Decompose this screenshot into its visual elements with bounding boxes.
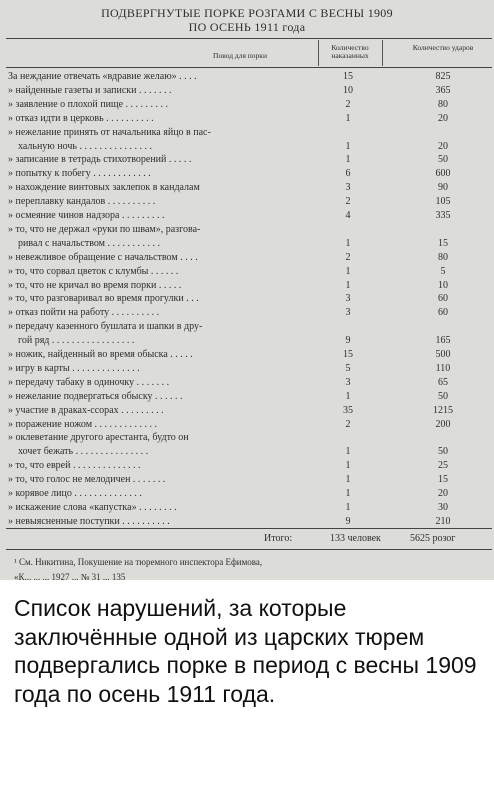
table-row	[0, 348, 494, 361]
post-caption: Список нарушений, за которые заключённые одной из царских тюрем подвергались порке в период с весны 1909 года по осень 1911 года.	[14, 595, 477, 707]
table-row	[0, 84, 494, 97]
table-row	[0, 153, 494, 166]
violation-text: » корявое лицо . . . . . . . . . . . . . .	[8, 488, 142, 499]
punished-count: 5	[345, 362, 351, 374]
violation-text: » то, что не кричал во время порки . . . . .	[8, 279, 182, 291]
table-row	[0, 98, 494, 111]
punished-count: 2	[345, 251, 351, 263]
footnote-continuation: «К... ... ... 1927 ... № 31 ... 135	[14, 572, 126, 580]
table-row	[0, 404, 494, 417]
strokes-count: 825	[435, 71, 451, 82]
punished-count: 1	[345, 140, 351, 152]
violation-text: » заявление о плохой пище . . . . . . . . .	[8, 98, 169, 110]
strokes-count: 65	[438, 376, 448, 388]
table-row	[0, 515, 494, 528]
violation-text: » невыясненные поступки . . . . . . . . . .	[8, 515, 170, 527]
strokes-count: 50	[438, 154, 448, 166]
column-divider	[382, 40, 383, 66]
table-top-rule	[6, 38, 492, 39]
table-row	[0, 140, 494, 153]
table-row	[0, 112, 494, 125]
violation-text: » оклеветание другого арестанта, будто он	[8, 432, 189, 444]
punished-count: 2	[345, 196, 351, 208]
strokes-count: 210	[435, 515, 451, 527]
punished-count: 15	[343, 349, 353, 360]
punished-count: 3	[345, 307, 351, 319]
strokes-count: 20	[438, 488, 448, 499]
punished-count: 1	[345, 112, 351, 124]
punished-count: 9	[345, 335, 351, 347]
violation-text: » игру в карты . . . . . . . . . . . . . .	[8, 362, 140, 374]
violation-text: » передачу табаку в одиночку . . . . . . .	[8, 376, 170, 388]
violation-text: » нахождение винтовых заклепок в кандалам	[8, 182, 200, 194]
strokes-count: 25	[438, 460, 448, 472]
punished-count: 1	[345, 446, 351, 458]
violation-text: » поражение ножом . . . . . . . . . . . . .	[8, 418, 158, 430]
strokes-count: 365	[435, 84, 451, 96]
strokes-count: 500	[435, 349, 451, 360]
strokes-count: 50	[438, 446, 448, 458]
punished-count: 4	[345, 210, 351, 221]
violation-text: » отказ идти в церковь . . . . . . . . . .	[8, 112, 154, 124]
punished-count: 3	[345, 376, 351, 388]
table-row	[0, 445, 494, 458]
strokes-count: 105	[435, 196, 451, 208]
strokes-count: 80	[438, 98, 448, 110]
strokes-count: 30	[438, 501, 448, 513]
punished-count: 35	[343, 404, 353, 416]
violation-text: » искажение слова «капустка» . . . . . . . .	[8, 501, 177, 513]
punished-count: 3	[345, 182, 351, 194]
punished-count: 9	[345, 515, 351, 527]
punished-count: 1	[345, 237, 351, 249]
violation-text: » участие в драках-ссорах . . . . . . . . .	[8, 404, 164, 416]
column-divider	[318, 40, 319, 66]
column-header-reason: Повод для порки	[213, 51, 267, 60]
table-row	[0, 418, 494, 431]
strokes-count: 5	[440, 265, 446, 277]
violation-text: » то, что еврей . . . . . . . . . . . . . .	[8, 460, 141, 472]
table-row	[0, 223, 494, 236]
document-subtitle: ПО ОСЕНЬ 1911 года	[188, 20, 306, 34]
total-rule	[6, 528, 492, 529]
column-header-count: Количество наказанных	[331, 43, 369, 60]
strokes-count: 165	[435, 335, 451, 347]
table-row	[0, 70, 494, 83]
punished-count: 1	[345, 460, 351, 472]
punished-count: 1	[345, 488, 351, 499]
punished-count: 15	[343, 71, 353, 82]
footnote-rule	[6, 549, 492, 550]
footnote: ¹ См. Никитина, Покушение на тюремного инспектора Ефимова,	[14, 557, 263, 567]
strokes-count: 110	[435, 362, 451, 374]
punished-count: 6	[345, 168, 351, 180]
table-row	[0, 334, 494, 347]
table-row	[0, 126, 494, 139]
strokes-count: 20	[438, 140, 448, 152]
violation-text: хальную ночь . . . . . . . . . . . . . . .	[18, 140, 152, 152]
strokes-count: 15	[438, 474, 448, 486]
total-count: 133 человек	[330, 533, 381, 544]
table-row	[0, 473, 494, 486]
table-row	[0, 292, 494, 305]
strokes-count: 90	[438, 182, 448, 194]
punished-count: 1	[345, 279, 351, 291]
violation-text: » переплавку кандалов . . . . . . . . . .	[8, 196, 156, 208]
punished-count: 10	[343, 84, 353, 96]
violation-text: » нежелание подвергаться обыску . . . . . .	[8, 390, 183, 402]
violation-text: За неждание отвечать «вдравие желаю» . . . .	[8, 71, 197, 82]
strokes-count: 20	[438, 112, 448, 124]
table-row	[0, 167, 494, 180]
strokes-count: 60	[438, 307, 448, 319]
violation-text: хочет бежать . . . . . . . . . . . . . . .	[18, 446, 149, 458]
violation-text: » то, что разговаривал во время прогулки . . .	[8, 293, 199, 305]
table-row	[0, 181, 494, 194]
violation-text: » передачу казенного бушлата и шапки в дру-	[8, 321, 203, 333]
table-row	[0, 209, 494, 222]
header-bottom-rule	[6, 67, 492, 68]
punished-count: 1	[345, 154, 351, 166]
punished-count: 2	[345, 98, 351, 110]
violation-text: » нежелание принять от начальника яйцо в пас-	[8, 126, 211, 138]
table-row	[0, 320, 494, 333]
violation-text: » попытку к побегу . . . . . . . . . . . .	[8, 168, 151, 180]
strokes-count: 1215	[433, 404, 453, 416]
violation-text: » записание в тетрадь стихотворений . . . . .	[8, 154, 192, 166]
punished-count: 3	[345, 293, 351, 305]
table-row	[0, 279, 494, 292]
table-row	[0, 265, 494, 278]
document-title: ПОДВЕРГНУТЫЕ ПОРКЕ РОЗГАМИ С ВЕСНЫ 1909	[101, 6, 393, 20]
strokes-count: 60	[438, 293, 448, 305]
violation-text: » то, что не держал «руки по швам», разгова-	[8, 223, 201, 235]
violation-text: ривал с начальством . . . . . . . . . . .	[18, 237, 160, 249]
violation-text: » ножик, найденный во время обыска . . . . .	[8, 349, 193, 360]
table-row	[0, 237, 494, 250]
strokes-count: 10	[438, 279, 448, 291]
total-label: Итого:	[264, 533, 293, 544]
punished-count: 1	[345, 390, 351, 402]
strokes-count: 200	[435, 418, 451, 430]
table-row	[0, 195, 494, 208]
violation-text: » то, что голос не мелодичен . . . . . . .	[8, 474, 166, 486]
violation-text: » то, что сорвал цветок с клумбы . . . . . .	[8, 265, 179, 277]
total-strokes: 5625 розог	[410, 533, 456, 544]
violation-text: » осмеяние чинов надзора . . . . . . . . .	[8, 210, 165, 221]
strokes-count: 15	[438, 237, 448, 249]
violation-text: » найденные газеты и записки . . . . . . .	[8, 84, 172, 96]
punished-count: 1	[345, 265, 351, 277]
strokes-count: 50	[438, 390, 448, 402]
table-row	[0, 501, 494, 514]
punished-count: 1	[345, 474, 351, 486]
violation-text: » отказ пойти на работу . . . . . . . . . .	[8, 307, 160, 319]
table-row	[0, 362, 494, 375]
violation-text: » невежливое обращение с начальством . . . .	[8, 251, 198, 263]
table-row	[0, 390, 494, 403]
table-row	[0, 431, 494, 444]
table-row	[0, 251, 494, 264]
punished-count: 2	[345, 418, 351, 430]
strokes-count: 600	[435, 168, 451, 180]
column-header-strokes: Количество ударов	[412, 43, 474, 52]
strokes-count: 335	[435, 210, 451, 221]
table-row	[0, 487, 494, 500]
table-row	[0, 306, 494, 319]
table-row	[0, 459, 494, 472]
table-row	[0, 376, 494, 389]
strokes-count: 80	[438, 251, 448, 263]
punished-count: 1	[345, 501, 351, 513]
violation-text: гой ряд . . . . . . . . . . . . . . . . .	[18, 335, 135, 347]
